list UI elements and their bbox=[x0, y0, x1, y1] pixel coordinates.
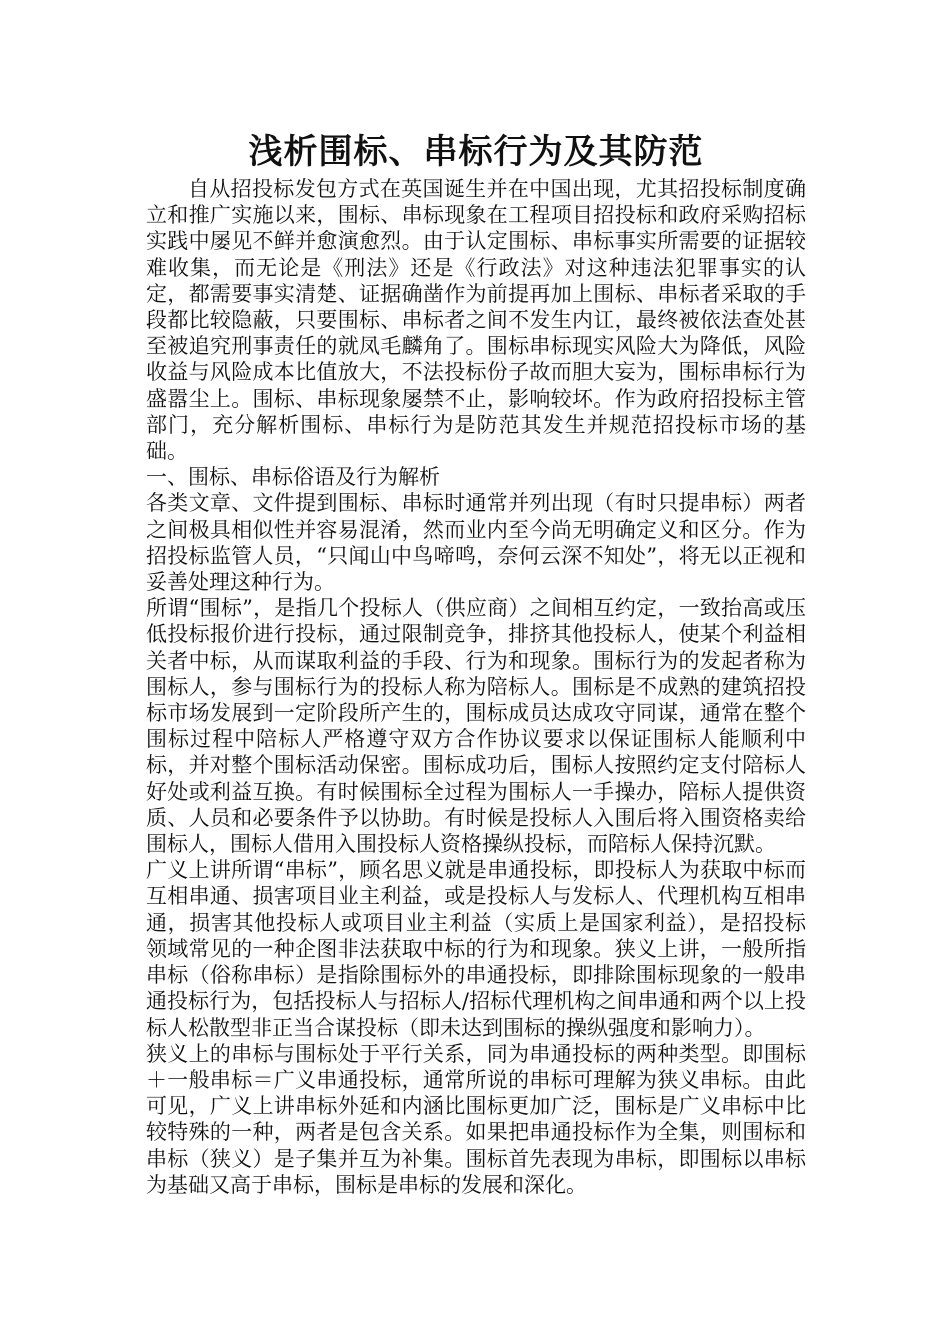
document-page bbox=[146, 128, 806, 1198]
paragraph: 广义上讲所谓“串标”，顾名思义就是串通投标，即投标人为获取中标而互相串通、损害项目业主利益，或是投标人与发标人、代理机构互相串通，损害其他投标人或项目业主利益（实质上是国家利益），是招投标领域常见的一种企图非法获取中标的行为和现象。狭义上讲，一般所指串标（俗称串标）是指除围标外的串通投标，即排除围标现象的一般串通投标行为，包括投标人与招标人/招标代理机构之间串通和两个以上投标人松散型非正当合谋投标（即未达到围标的操纵强度和影响力）。 bbox=[146, 858, 806, 1040]
section-heading: 一、围标、串标俗语及行为解析 bbox=[146, 465, 440, 490]
paragraph: 各类文章、文件提到围标、串标时通常并列出现（有时只提串标）两者之间极具相似性并容易混淆，然而业内至今尚无明确定义和区分。作为招投标监管人员，“只闻山中鸟啼鸣，奈何云深不知处”，将无以正视和妥善处理这种行为。 bbox=[146, 491, 806, 595]
paragraph: 所谓“围标”，是指几个投标人（供应商）之间相互约定，一致抬高或压低投标报价进行投标，通过限制竞争，排挤其他投标人，使某个利益相关者中标，从而谋取利益的手段、行为和现象。围标行为的发起者称为围标人，参与围标行为的投标人称为陪标人。围标是不成熟的建筑招投标市场发展到一定阶段所产生的，围标成员达成攻守同谋，通常在整个围标过程中陪标人严格遵守双方合作协议要求以保证围标人能顺利中标，并对整个围标活动保密。围标成功后，围标人按照约定支付陪标人好处或利益互换。有时候围标全过程为围标人一手操办，陪标人提供资质、人员和必要条件予以协助。有时候是投标人入围后将入围资格卖给围标人，围标人借用入围投标人资格操纵投标，而陪标人保持沉默。 bbox=[146, 596, 806, 857]
document-body bbox=[146, 176, 806, 1198]
document-title: 浅析围标、串标行为及其防范 bbox=[248, 132, 704, 172]
paragraph-intro: 自从招投标发包方式在英国诞生并在中国出现，尤其招投标制度确立和推广实施以来，围标、串标现象在工程项目招投标和政府采购招标实践中屡见不鲜并愈演愈烈。由于认定围标、串标事实所需要的证据较难收集，而无论是《刑法》还是《行政法》对这种违法犯罪事实的认定，都需要事实清楚、证据确凿作为前提再加上围标、串标者采取的手段都比较隐蔽，只要围标、串标者之间不发生内讧，最终被依法查处甚至被追究刑事责任的就凤毛麟角了。围标串标现实风险大为降低，风险收益与风险成本比值放大，不法投标份子故而胆大妄为，围标串标行为盛嚣尘上。围标、串标现象屡禁不止，影响较坏。作为政府招投标主管部门，充分解析围标、串标行为是防范其发生并规范招投标市场的基础。 bbox=[146, 177, 806, 464]
paragraph: 狭义上的串标与围标处于平行关系，同为串通投标的两种类型。即围标＋一般串标＝广义串通投标，通常所说的串标可理解为狭义串标。由此可见，广义上讲串标外延和内涵比围标更加广泛，围标是广义串标中比较特殊的一种，两者是包含关系。如果把串通投标作为全集，则围标和串标（狭义）是子集并互为补集。围标首先表现为串标，即围标以串标为基础又高于串标，围标是串标的发展和深化。 bbox=[146, 1041, 806, 1197]
